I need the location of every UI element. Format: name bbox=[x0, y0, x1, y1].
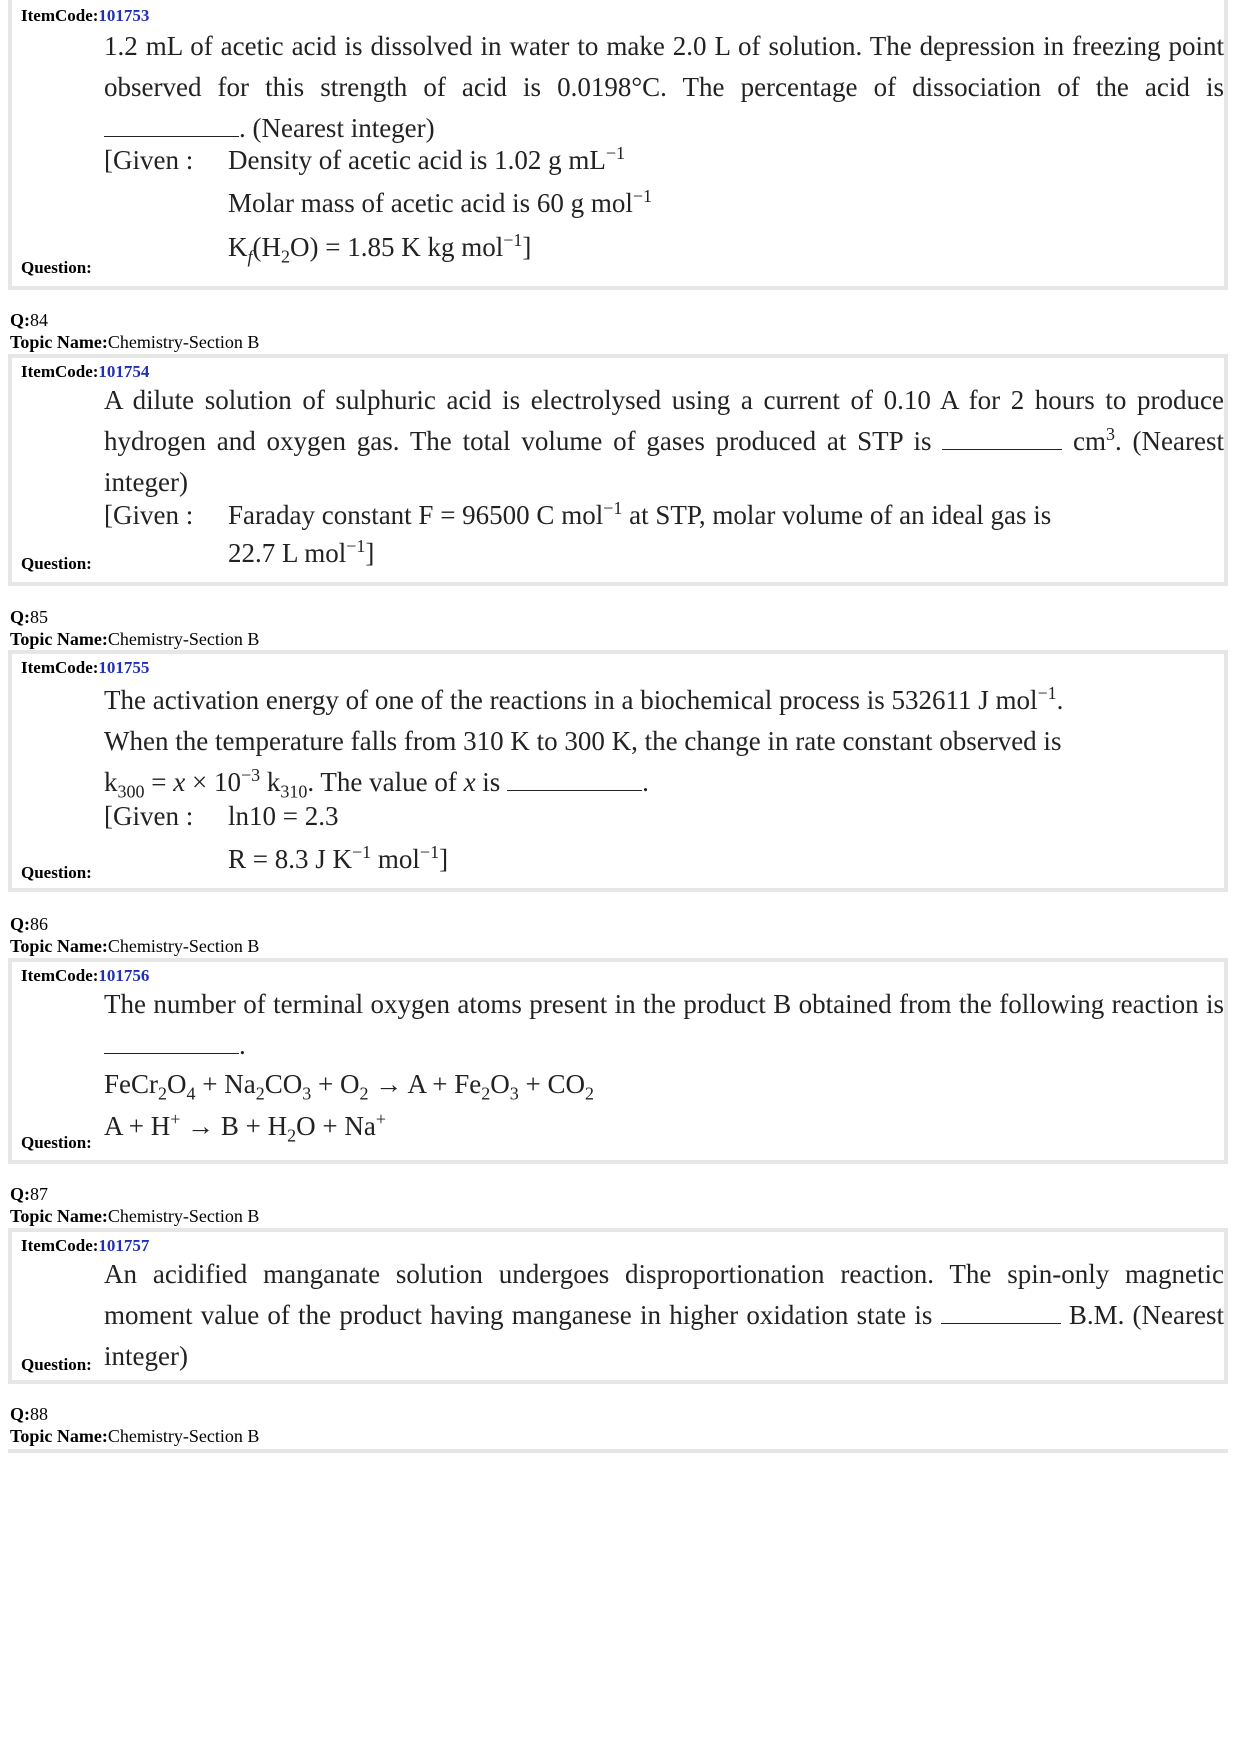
question-card-101755 bbox=[8, 650, 1228, 892]
question-number: Q:87 bbox=[10, 1184, 48, 1204]
question-label: Question: bbox=[21, 1133, 92, 1152]
item-code: ItemCode:101756 bbox=[21, 966, 150, 985]
answer-blank bbox=[104, 112, 239, 137]
topic-name: Topic Name:Chemistry-Section B bbox=[10, 332, 260, 352]
question-text: The activation energy of one of the reactions in a biochemical process is 532611 J mol$^{-1}$. When the temperature falls from 310 K to 300 K, the change in rate constant observed is $k_{300} = x \times 10^{-3}$ $k_{310}$. The value of x is . bbox=[104, 683, 1064, 802]
reaction-equation-1: $FeCr_2O_4 + Na_2CO_3 + O_2 \to A + Fe_2O_3 + CO_2$ bbox=[104, 1069, 594, 1104]
question-label: Question: bbox=[21, 554, 92, 573]
question-text: An acidified manganate solution undergoes disproportionation reaction. The spin-only magnetic moment value of the product having manganese in higher oxidation state is B.M. (Nearest integer) bbox=[104, 1259, 1225, 1371]
given-label: [Given : bbox=[104, 500, 194, 530]
given-label: [Given : bbox=[104, 145, 194, 175]
topic-name: Topic Name:Chemistry-Section B bbox=[10, 1426, 260, 1446]
given-ln10: ln10 = 2.3 bbox=[228, 801, 339, 831]
given-molar-volume: 22.7 L mol$^{-1}$] bbox=[228, 536, 375, 568]
question-number: Q:88 bbox=[10, 1404, 48, 1424]
question-card-101757 bbox=[8, 1228, 1228, 1384]
topic-name: Topic Name:Chemistry-Section B bbox=[10, 936, 260, 956]
question-number: Q:86 bbox=[10, 914, 48, 934]
topic-name: Topic Name:Chemistry-Section B bbox=[10, 1206, 260, 1226]
question-label: Question: bbox=[21, 258, 92, 277]
given-kf: $K_f(H_2O) = 1.85$ K kg mol$^{-1}$] bbox=[228, 230, 532, 267]
question-text: A dilute solution of sulphuric acid is electrolysed using a current of 0.10 A for 2 hours to produce hydrogen and oxygen gas. The total volume of gases produced at STP is $cm^3$. (Nearest integer) bbox=[104, 385, 1224, 497]
answer-blank bbox=[507, 766, 642, 791]
question-text: The number of terminal oxygen atoms present in the product B obtained from the following reaction is . bbox=[104, 989, 1224, 1060]
answer-blank bbox=[942, 425, 1062, 450]
topic-name: Topic Name:Chemistry-Section B bbox=[10, 629, 260, 649]
question-label: Question: bbox=[21, 1355, 92, 1374]
question-label: Question: bbox=[21, 863, 92, 882]
item-code: ItemCode:101753 bbox=[21, 6, 150, 25]
question-number: Q:84 bbox=[10, 310, 48, 330]
item-code: ItemCode:101757 bbox=[21, 1236, 150, 1255]
given-molar-mass: Molar mass of acetic acid is 60 g mol$^{-1}$ bbox=[228, 186, 653, 218]
question-card-101754 bbox=[8, 354, 1228, 586]
section-divider bbox=[8, 1449, 1228, 1453]
item-code: ItemCode:101754 bbox=[21, 362, 150, 381]
question-card-101756 bbox=[8, 958, 1228, 1164]
given-faraday: Faraday constant F = 96500 C mol$^{-1}$ at STP, molar volume of an ideal gas is bbox=[228, 498, 1052, 530]
answer-blank bbox=[941, 1299, 1061, 1324]
question-text: 1.2 mL of acetic acid is dissolved in water to make 2.0 L of solution. The depression in freezing point observed for this strength of acid is 0.0198°C. The percentage of dissociation of the acid is . (Nearest integer) bbox=[104, 31, 1224, 143]
question-card-101753 bbox=[8, 0, 1228, 290]
given-label: [Given : bbox=[104, 801, 194, 831]
given-density: Density of acetic acid is 1.02 g $mL^{-1}$ bbox=[228, 143, 626, 175]
question-number: Q:85 bbox=[10, 607, 48, 627]
reaction-equation-2: $A + H^+ \to B + H_2O + Na^+$ bbox=[104, 1109, 386, 1146]
item-code: ItemCode:101755 bbox=[21, 658, 150, 677]
given-gas-constant: R = 8.3 J $K^{-1}$ mol$^{-1}$] bbox=[228, 842, 449, 874]
answer-blank bbox=[104, 1029, 239, 1054]
